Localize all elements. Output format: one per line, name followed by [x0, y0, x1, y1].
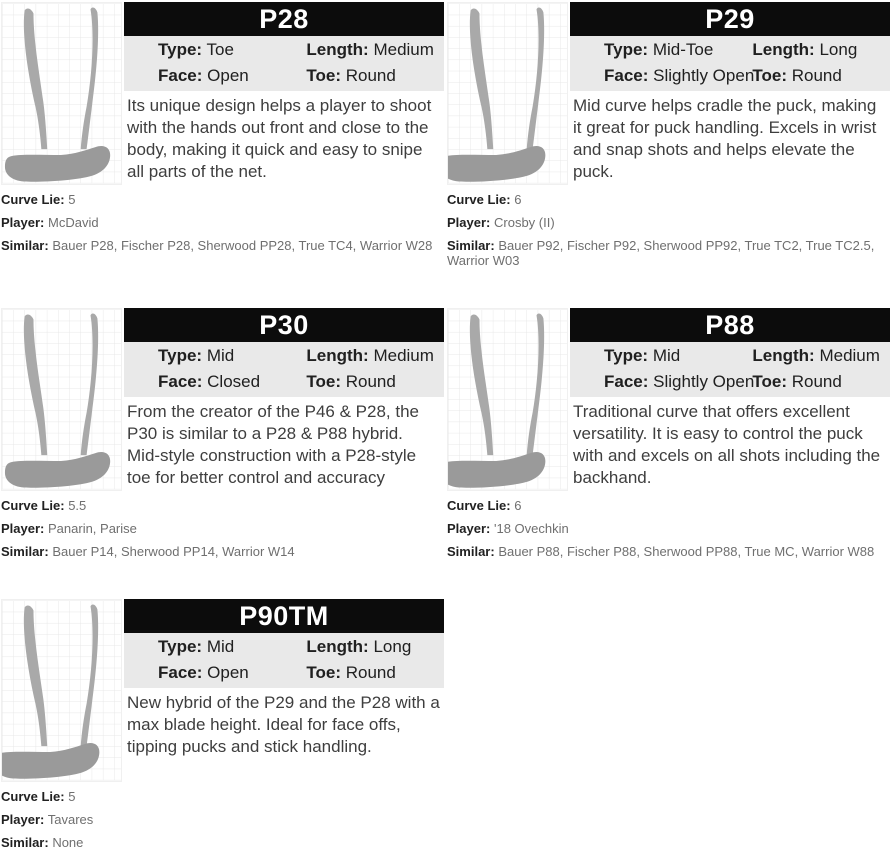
pattern-card-p90tm: [1, 599, 444, 850]
blade-curve-image: [1, 308, 122, 491]
meta-player: Player: McDavid: [1, 215, 99, 230]
spec-value: Open: [207, 66, 249, 85]
blade-curve-image: [1, 599, 122, 782]
pattern-title: P90TM: [124, 599, 444, 633]
spec-value: Round: [791, 372, 842, 391]
pattern-title: P28: [124, 2, 444, 36]
blade-comparison-grid: [1, 2, 891, 850]
spec-label: Toe:: [306, 372, 342, 391]
meta-section: [447, 192, 890, 268]
spec-value: Long: [819, 40, 858, 59]
spec-value: Medium: [373, 40, 434, 59]
meta-similar: Similar: Bauer P28, Fischer P28, Sherwood PP28, True TC4, Warrior W28: [1, 238, 433, 253]
blade-curve-image: [447, 2, 568, 185]
pattern-card-p30: [1, 308, 444, 559]
pattern-title: P29: [570, 2, 890, 36]
meta-curve-lie: Curve Lie: 6: [447, 192, 522, 207]
spec-value: Slightly Open: [653, 66, 755, 85]
spec-label: Type:: [158, 346, 203, 365]
spec-label: Face:: [604, 372, 649, 391]
meta-section: [1, 498, 444, 559]
meta-similar: Similar: Bauer P92, Fischer P92, Sherwood PP92, True TC2, True TC2.5, Warrior W03: [447, 238, 875, 268]
spec-value: Mid: [652, 346, 681, 365]
blade-pattern-icon: [448, 3, 567, 184]
spec-value: Round: [791, 66, 842, 85]
spec-label: Type:: [158, 40, 203, 59]
meta-curve-lie: Curve Lie: 5: [1, 789, 76, 804]
spec-value: Round: [345, 66, 396, 85]
spec-value: Mid: [206, 346, 235, 365]
spec-label: Length:: [306, 346, 369, 365]
spec-label: Length:: [306, 40, 369, 59]
meta-curve-lie: Curve Lie: 6: [447, 498, 522, 513]
spec-table: [570, 36, 890, 91]
spec-table: [570, 342, 890, 397]
pattern-description: New hybrid of the P29 and the P28 with a max blade height. Ideal for face offs, tipping pucks and stick handling.: [127, 693, 440, 756]
blade-pattern-icon: [2, 600, 121, 781]
pattern-description: Traditional curve that offers excellent versatility. It is easy to control the puck with and excels on all shots including the backhand.: [573, 402, 881, 487]
spec-value: Round: [345, 372, 396, 391]
meta-section: [1, 789, 444, 850]
spec-label: Length:: [306, 637, 369, 656]
meta-player: Player: '18 Ovechkin: [447, 521, 569, 536]
pattern-card-p29: [447, 2, 890, 268]
pattern-description: From the creator of the P46 & P28, the P30 is similar to a P28 & P88 hybrid. Mid-style construction with a P28-style toe for better control and accuracy: [127, 402, 419, 487]
spec-table: [124, 36, 444, 91]
blade-curve-image: [1, 2, 122, 185]
blade-pattern-icon: [2, 309, 121, 490]
spec-value: Round: [345, 663, 396, 682]
spec-value: Mid: [206, 637, 235, 656]
pattern-card-p88: [447, 308, 890, 559]
spec-table: [124, 342, 444, 397]
blade-pattern-icon: [448, 309, 567, 490]
spec-label: Face:: [158, 372, 203, 391]
meta-similar: Similar: Bauer P88, Fischer P88, Sherwood PP88, True MC, Warrior W88: [447, 544, 875, 559]
spec-value: Medium: [373, 346, 434, 365]
spec-label: Toe:: [306, 663, 342, 682]
spec-label: Toe:: [752, 66, 788, 85]
spec-label: Type:: [604, 40, 649, 59]
spec-label: Type:: [604, 346, 649, 365]
spec-label: Length:: [752, 346, 815, 365]
meta-section: [447, 498, 890, 559]
spec-label: Toe:: [752, 372, 788, 391]
meta-similar: Similar: None: [1, 835, 84, 850]
spec-value: Long: [373, 637, 412, 656]
spec-table: [124, 633, 444, 688]
spec-label: Length:: [752, 40, 815, 59]
meta-section: [1, 192, 444, 253]
meta-similar: Similar: Bauer P14, Sherwood PP14, Warrior W14: [1, 544, 295, 559]
pattern-title: P88: [570, 308, 890, 342]
pattern-description: Its unique design helps a player to shoot with the hands out front and close to the body, making it quick and easy to snipe all parts of the net.: [127, 96, 432, 181]
meta-curve-lie: Curve Lie: 5.5: [1, 498, 87, 513]
pattern-description: Mid curve helps cradle the puck, making it great for puck handling. Excels in wrist and snap shots and helps elevate the puck.: [573, 96, 877, 181]
spec-value: Toe: [206, 40, 234, 59]
spec-label: Face:: [158, 663, 203, 682]
spec-value: Open: [207, 663, 249, 682]
pattern-title: P30: [124, 308, 444, 342]
spec-label: Face:: [158, 66, 203, 85]
spec-label: Type:: [158, 637, 203, 656]
spec-label: Face:: [604, 66, 649, 85]
pattern-card-p28: [1, 2, 444, 268]
meta-player: Player: Tavares: [1, 812, 94, 827]
spec-value: Slightly Open: [653, 372, 755, 391]
meta-player: Player: Panarin, Parise: [1, 521, 137, 536]
meta-curve-lie: Curve Lie: 5: [1, 192, 76, 207]
blade-curve-image: [447, 308, 568, 491]
spec-value: Mid-Toe: [652, 40, 714, 59]
spec-label: Toe:: [306, 66, 342, 85]
meta-player: Player: Crosby (II): [447, 215, 555, 230]
spec-value: Medium: [819, 346, 880, 365]
spec-value: Closed: [207, 372, 261, 391]
blade-pattern-icon: [2, 3, 121, 184]
